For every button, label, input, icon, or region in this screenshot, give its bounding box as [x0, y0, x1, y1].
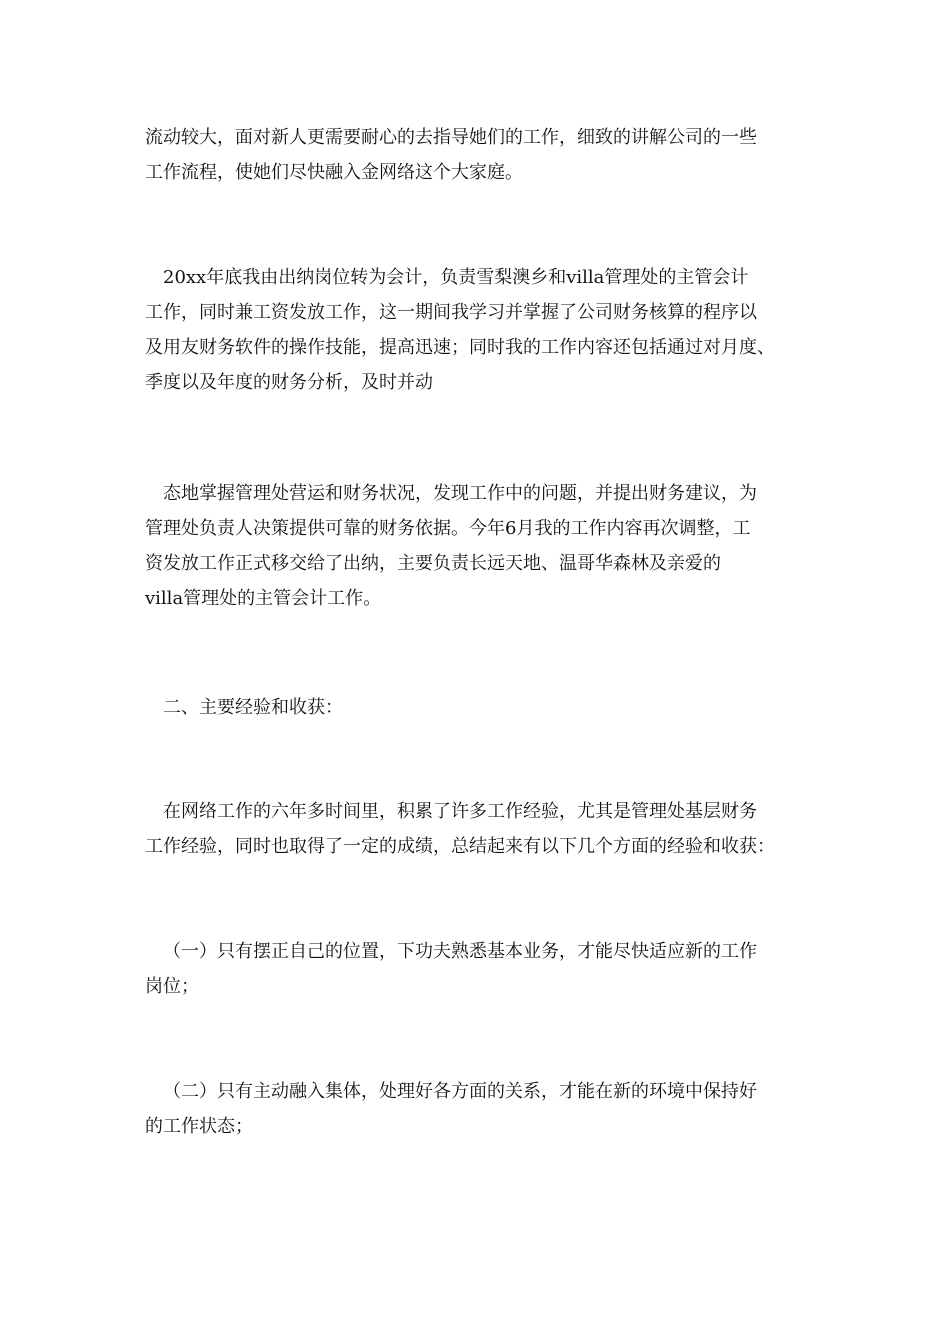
- paragraph-line: 及用友财务软件的操作技能，提高迅速；同时我的工作内容还包括通过对月度、: [145, 337, 775, 358]
- paragraph-line: 20xx年底我由出纳岗位转为会计，负责雪梨澳乡和villa管理处的主管会计: [163, 267, 749, 288]
- paragraph-line: （一）只有摆正自己的位置，下功夫熟悉基本业务，才能尽快适应新的工作: [163, 941, 757, 962]
- paragraph-line: （二）只有主动融入集体，处理好各方面的关系，才能在新的环境中保持好: [163, 1081, 757, 1102]
- paragraph-line: 工作，同时兼工资发放工作，这一期间我学习并掌握了公司财务核算的程序以: [145, 302, 757, 323]
- paragraph-line: 季度以及年度的财务分析，及时并动: [145, 372, 433, 393]
- paragraph-line: 工作经验，同时也取得了一定的成绩，总结起来有以下几个方面的经验和收获：: [145, 836, 775, 857]
- list-item-one: [145, 934, 825, 1004]
- paragraph-line: 资发放工作正式移交给了出纳，主要负责长远天地、温哥华森林及亲爱的: [145, 553, 721, 574]
- paragraph-line: 岗位；: [145, 976, 199, 997]
- paragraph-line: 态地掌握管理处营运和财务状况，发现工作中的问题，并提出财务建议，为: [163, 483, 757, 504]
- list-item-two: [145, 1074, 825, 1144]
- paragraph-line: 管理处负责人决策提供可靠的财务依据。今年6月我的工作内容再次调整，工: [145, 518, 751, 539]
- paragraph-financial-status: [145, 476, 825, 616]
- paragraph-experience-summary: [145, 794, 825, 864]
- paragraph-line: 的工作状态；: [145, 1116, 253, 1137]
- paragraph-line: 工作流程，使她们尽快融入金网络这个大家庭。: [145, 162, 523, 183]
- paragraph-line: villa管理处的主管会计工作。: [145, 588, 382, 609]
- paragraph-continuation: [145, 120, 825, 190]
- paragraph-line: 在网络工作的六年多时间里，积累了许多工作经验，尤其是管理处基层财务: [163, 801, 757, 822]
- paragraph-line: 流动较大，面对新人更需要耐心的去指导她们的工作，细致的讲解公司的一些: [145, 127, 757, 148]
- paragraph-accounting-role: [145, 260, 825, 400]
- section-heading: [145, 690, 825, 725]
- section-heading-text: 二、主要经验和收获：: [163, 697, 343, 718]
